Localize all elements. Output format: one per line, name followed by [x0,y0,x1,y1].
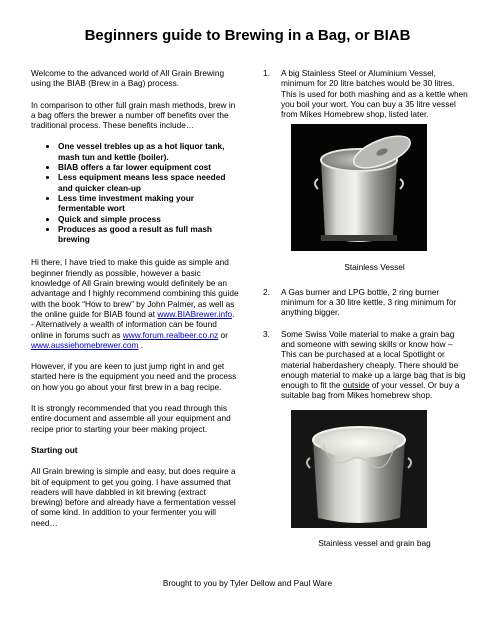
starting-out-paragraph: All Grain brewing is simple and easy, but does require a bit of equipment to get you going. I have assumed that readers will have dabbled in kit brewing (extract brewing) before and already have a fermentation vessel of some kind. In addition to your fermenter you will need… [31,466,236,528]
item-text: of your vessel. Or buy a suitable bag from Mikes homebrew shop. [281,380,460,401]
biabrewer-link[interactable]: www.BIABrewer.info [157,308,233,319]
benefit-item: • One vessel trebles up as a hot liquor tank, mash tun and kettle (boiler). [58,141,239,162]
benefit-item: • Produces as good a result as full mash brewing [58,224,239,245]
benefit-item: • Quick and simple process [58,214,239,224]
intro-paragraph: Welcome to the advanced world of All Grain Brewing using the BIAB (Brew in a Bag) process. [31,68,225,89]
left-column [31,68,239,539]
footer-credit: Brought to you by Tyler Dellow and Paul Ware [162,578,333,588]
comparison-paragraph: In comparison to other full grain mash methods, brew in a bag offers the brewer a number off benefits over the traditional process. These benefits include… [31,99,236,131]
guide-paragraph [31,257,239,350]
starting-out-heading: Starting out [31,444,78,455]
stainless-vessel-photo [291,124,427,251]
benefit-item: • BIAB offers a far lower equipment cost [58,162,239,172]
item-text: A Gas burner and LPG bottle, 2 ring burner minimum for a 30 litre kettle, 3 ring minimum for anything bigger. [281,286,457,318]
equipment-list-continued [263,287,468,401]
vessel-and-bag-photo [291,410,427,528]
item-text: A big Stainless Steel or Aluminium Vessel, minimum for 20 litre batches would be 30 litres. This is used for both mashing and as a kettle when you boil your wort. You can buy a 35 litre vessel from Mikes Homebrew shop, listed later. [281,68,468,120]
guide-text: . - Alternatively a wealth of information can be found online in forums such as [31,308,235,340]
equipment-item [263,329,468,401]
guide-text: Hi there, I have tried to make this guide as simple and beginner friendly as possible, however a basic knowledge of All Grain brewing would definitely be an advantage and I highly recommend combining this guide with the book “How to brew” by John Palmer, as well as the online guide for BIAB found at [31,257,239,319]
right-column [263,68,468,548]
equipment-list [263,68,468,119]
recommend-paragraph: It is strongly recommended that you read through this entire document and assemble all your equipment and recipe prior to starting your beer making project. [31,403,231,434]
aussiehomebrewer-link[interactable]: www.aussiehomebrewer.com [31,339,139,350]
benefits-list [31,141,239,244]
equipment-item [263,68,468,119]
guide-text: or [218,329,228,340]
vessel-caption: Stainless Vessel [344,262,405,273]
keen-paragraph: However, if you are keen to just jump right in and get started here is the equipment you need and the process on how you go about your first brew in a bag recipe. [31,361,237,392]
item-text: Some Swiss Voile material to make a grain bag and someone with sewing skills or know how – This can be purchased at a local Spotlight or material haberdashery cheaply. There should be enough material to make up a large bag that is big enough to fit the [281,328,466,391]
document-title: Beginners guide to Brewing in a Bag, or BIAB [84,27,411,44]
pot-with-bag-icon [291,410,427,528]
equipment-item [263,287,468,318]
benefit-item: • Less time investment making your fermentable wort [58,193,239,214]
realbeer-forum-link[interactable]: www.forum.realbeer.co.nz [122,329,219,340]
item-text-emphasis: outside [342,380,370,391]
item-number: 1. [263,68,270,78]
vessel-and-bag-caption: Stainless vessel and grain bag [318,537,431,548]
benefit-item: • Less equipment means less space needed and quicker clean-up [58,172,239,193]
pot-icon [291,124,427,251]
item-number: 2. [263,286,270,297]
item-number: 3. [263,328,270,339]
guide-text: . [138,339,144,350]
